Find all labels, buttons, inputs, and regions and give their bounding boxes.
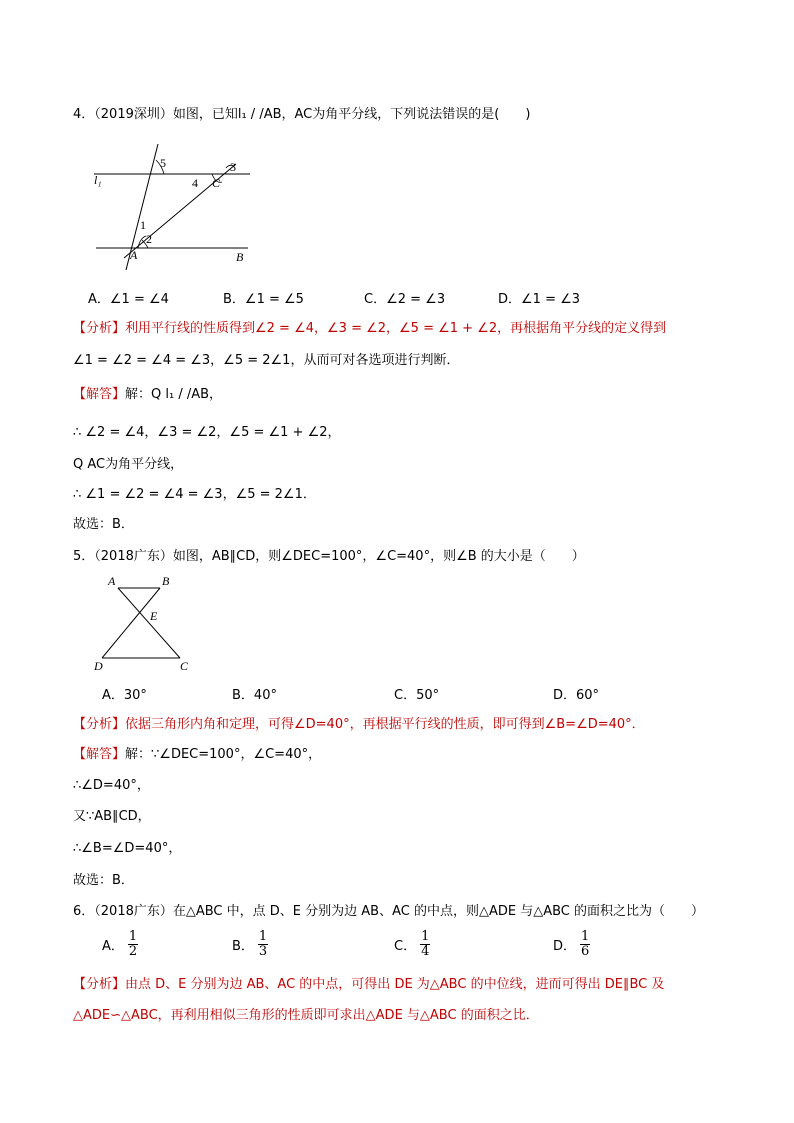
q6-option-d-fraction bbox=[580, 930, 590, 959]
fraction-denominator: 6 bbox=[581, 944, 590, 959]
fraction-numerator: 1 bbox=[581, 929, 590, 944]
q4-option-a[interactable]: A．∠1 = ∠4 bbox=[88, 292, 169, 307]
q6-option-b-fraction bbox=[258, 930, 268, 959]
q6-option-d[interactable] bbox=[553, 930, 590, 959]
label-d: D bbox=[94, 659, 103, 673]
segment-ac bbox=[118, 588, 180, 658]
fraction-denominator: 3 bbox=[258, 944, 268, 959]
q4-answer-text1: 解：Q l₁ / /AB， bbox=[125, 387, 223, 402]
q5-answer-text1: 解：∵∠DEC=100°，∠C=40°， bbox=[125, 747, 322, 762]
q4-option-b[interactable]: B．∠1 = ∠5 bbox=[223, 292, 304, 307]
q4-option-c[interactable]: C．∠2 = ∠3 bbox=[364, 292, 446, 307]
q4-answer-line5: 故选：B． bbox=[73, 517, 134, 532]
q6-analysis-line2: △ADE∽△ABC，再利用相似三角形的性质即可求出△ADE 与△ABC 的面积之比． bbox=[73, 1008, 539, 1023]
fraction-numerator: 1 bbox=[128, 929, 138, 944]
fraction-numerator: 1 bbox=[421, 929, 430, 944]
q6-option-a-fraction bbox=[128, 930, 138, 959]
q5-options bbox=[102, 684, 702, 702]
q5-option-c[interactable]: C．50° bbox=[394, 688, 440, 703]
q6-option-a[interactable] bbox=[102, 930, 138, 959]
q4-answer-label: 【解答】 bbox=[73, 387, 126, 402]
angle1-arc bbox=[138, 236, 146, 248]
q5-answer-line3: 又∵AB∥CD， bbox=[73, 809, 151, 824]
label-a: A bbox=[108, 574, 116, 588]
q4-stem: 4．（2019深圳）如图，已知l₁ / /AB，AC为角平分线，下列说法错误的是( ) bbox=[73, 107, 531, 122]
fraction-denominator: 2 bbox=[128, 944, 138, 959]
q4-answer-line3: Q AC为角平分线， bbox=[73, 457, 184, 472]
q6-options bbox=[102, 930, 702, 966]
label-angle5: 5 bbox=[160, 156, 166, 170]
q4-figure bbox=[88, 140, 268, 270]
q4-analysis-line2: ∠1 = ∠2 = ∠4 = ∠3，∠5 = 2∠1，从而可对各选项进行判断． bbox=[73, 353, 460, 368]
q6-option-d-prefix: D． bbox=[553, 939, 577, 954]
segment-bd bbox=[102, 588, 160, 658]
label-a: A bbox=[130, 248, 138, 262]
q6-option-c-prefix: C． bbox=[394, 939, 417, 954]
q5-analysis: 【分析】依据三角形内角和定理，可得∠D=40°，再根据平行线的性质，即可得到∠B=∠D=40°． bbox=[73, 717, 645, 732]
q5-figure bbox=[90, 572, 200, 676]
label-c: C bbox=[180, 659, 189, 673]
q4-analysis-line1: 【分析】利用平行线的性质得到∠2 = ∠4，∠3 = ∠2，∠5 = ∠1 + ∠2，再根据角平分线的定义得到 bbox=[73, 321, 667, 336]
q6-stem: 6．（2018广东）在△ABC 中，点 D、E 分别为边 AB、AC 的中点，则△ADE 与△ABC 的面积之比为（ ） bbox=[73, 904, 704, 919]
q4-answer-line2: ∴ ∠2 = ∠4，∠3 = ∠2，∠5 = ∠1 + ∠2， bbox=[73, 425, 341, 440]
q5-answer-line2: ∴∠D=40°， bbox=[73, 778, 150, 793]
label-angle1: 1 bbox=[140, 218, 146, 232]
q6-option-c-fraction bbox=[420, 930, 430, 959]
q6-analysis-line1: 【分析】由点 D、E 分别为边 AB、AC 的中点，可得出 DE 为△ABC 的中位线，进而可得出 DE∥BC 及 bbox=[73, 977, 665, 992]
q5-option-d[interactable]: D．60° bbox=[553, 688, 600, 703]
q5-option-b[interactable]: B．40° bbox=[232, 688, 277, 703]
q5-answer-label: 【解答】 bbox=[73, 747, 126, 762]
q6-option-b-prefix: B． bbox=[232, 939, 254, 954]
label-angle3: 3 bbox=[230, 160, 236, 174]
q6-option-b[interactable] bbox=[232, 930, 268, 959]
q4-option-d[interactable]: D．∠1 = ∠3 bbox=[498, 292, 581, 307]
q5-stem: 5．（2018广东）如图，AB∥CD，则∠DEC=100°，∠C=40°，则∠B 的大小是（ ） bbox=[73, 549, 585, 564]
q4-answer-line1 bbox=[73, 386, 222, 404]
label-e: E bbox=[150, 609, 158, 623]
q4-answer-line4: ∴ ∠1 = ∠2 = ∠4 = ∠3，∠5 = 2∠1． bbox=[73, 487, 316, 502]
q4-options bbox=[88, 288, 688, 306]
label-angle4: 4 bbox=[192, 176, 198, 190]
q5-answer-line5: 故选：B． bbox=[73, 873, 134, 888]
label-l1: l₁ bbox=[94, 173, 102, 187]
q6-option-a-prefix: A． bbox=[102, 939, 124, 954]
q5-answer-line1 bbox=[73, 746, 321, 764]
q6-option-c[interactable] bbox=[394, 930, 430, 959]
q5-option-a[interactable]: A．30° bbox=[102, 688, 147, 703]
fraction-numerator: 1 bbox=[258, 929, 268, 944]
label-c: C bbox=[212, 176, 221, 190]
label-b: B bbox=[236, 250, 244, 264]
fraction-denominator: 4 bbox=[421, 944, 430, 959]
q5-answer-line4: ∴∠B=∠D=40°， bbox=[73, 841, 182, 856]
label-angle2: 2 bbox=[146, 232, 152, 246]
label-b: B bbox=[162, 574, 170, 588]
